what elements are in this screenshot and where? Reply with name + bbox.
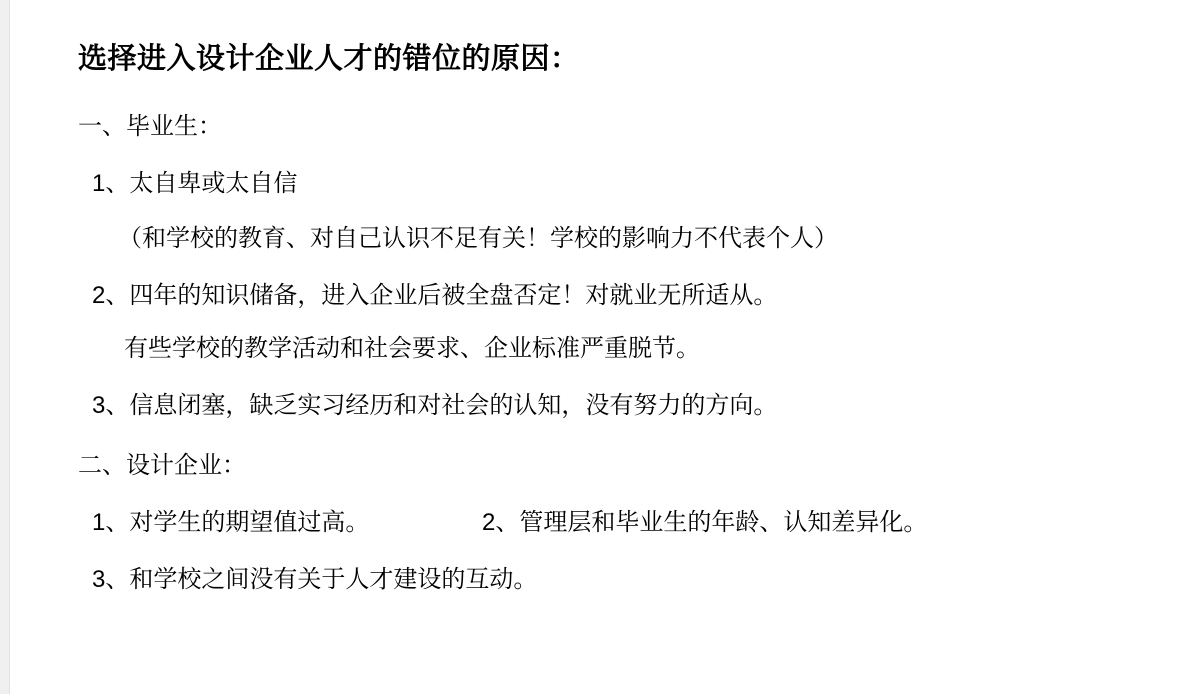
page-title: 选择进入设计企业人才的错位的原因： [78, 43, 580, 75]
section-heading-two: 二、设计企业： [78, 451, 246, 479]
list-item-1-1: 1、太自卑或太自信 [92, 169, 298, 197]
list-item-2-3: 3、和学校之间没有关于人才建设的互动。 [92, 566, 538, 593]
list-item-2-1: 1、对学生的期望值过高。 [92, 508, 370, 536]
list-item-1-2: 2、四年的知识储备，进入企业后被全盘否定！对就业无所适从。 [92, 282, 778, 310]
list-item-1-1-note: （和学校的教育、对自己认识不足有关！学校的影响力不代表个人） [118, 224, 838, 252]
section-heading-one: 一、毕业生： [78, 112, 222, 140]
list-item-row-2 [78, 504, 1162, 541]
list-item-2-2: 2、管理层和毕业生的年龄、认知差异化。 [482, 508, 928, 536]
list-item-1-2-note: 有些学校的教学活动和社会要求、企业标准严重脱节。 [124, 335, 700, 363]
list-item-1-3: 3、信息闭塞，缺乏实习经历和对社会的认知，没有努力的方向。 [92, 392, 778, 420]
